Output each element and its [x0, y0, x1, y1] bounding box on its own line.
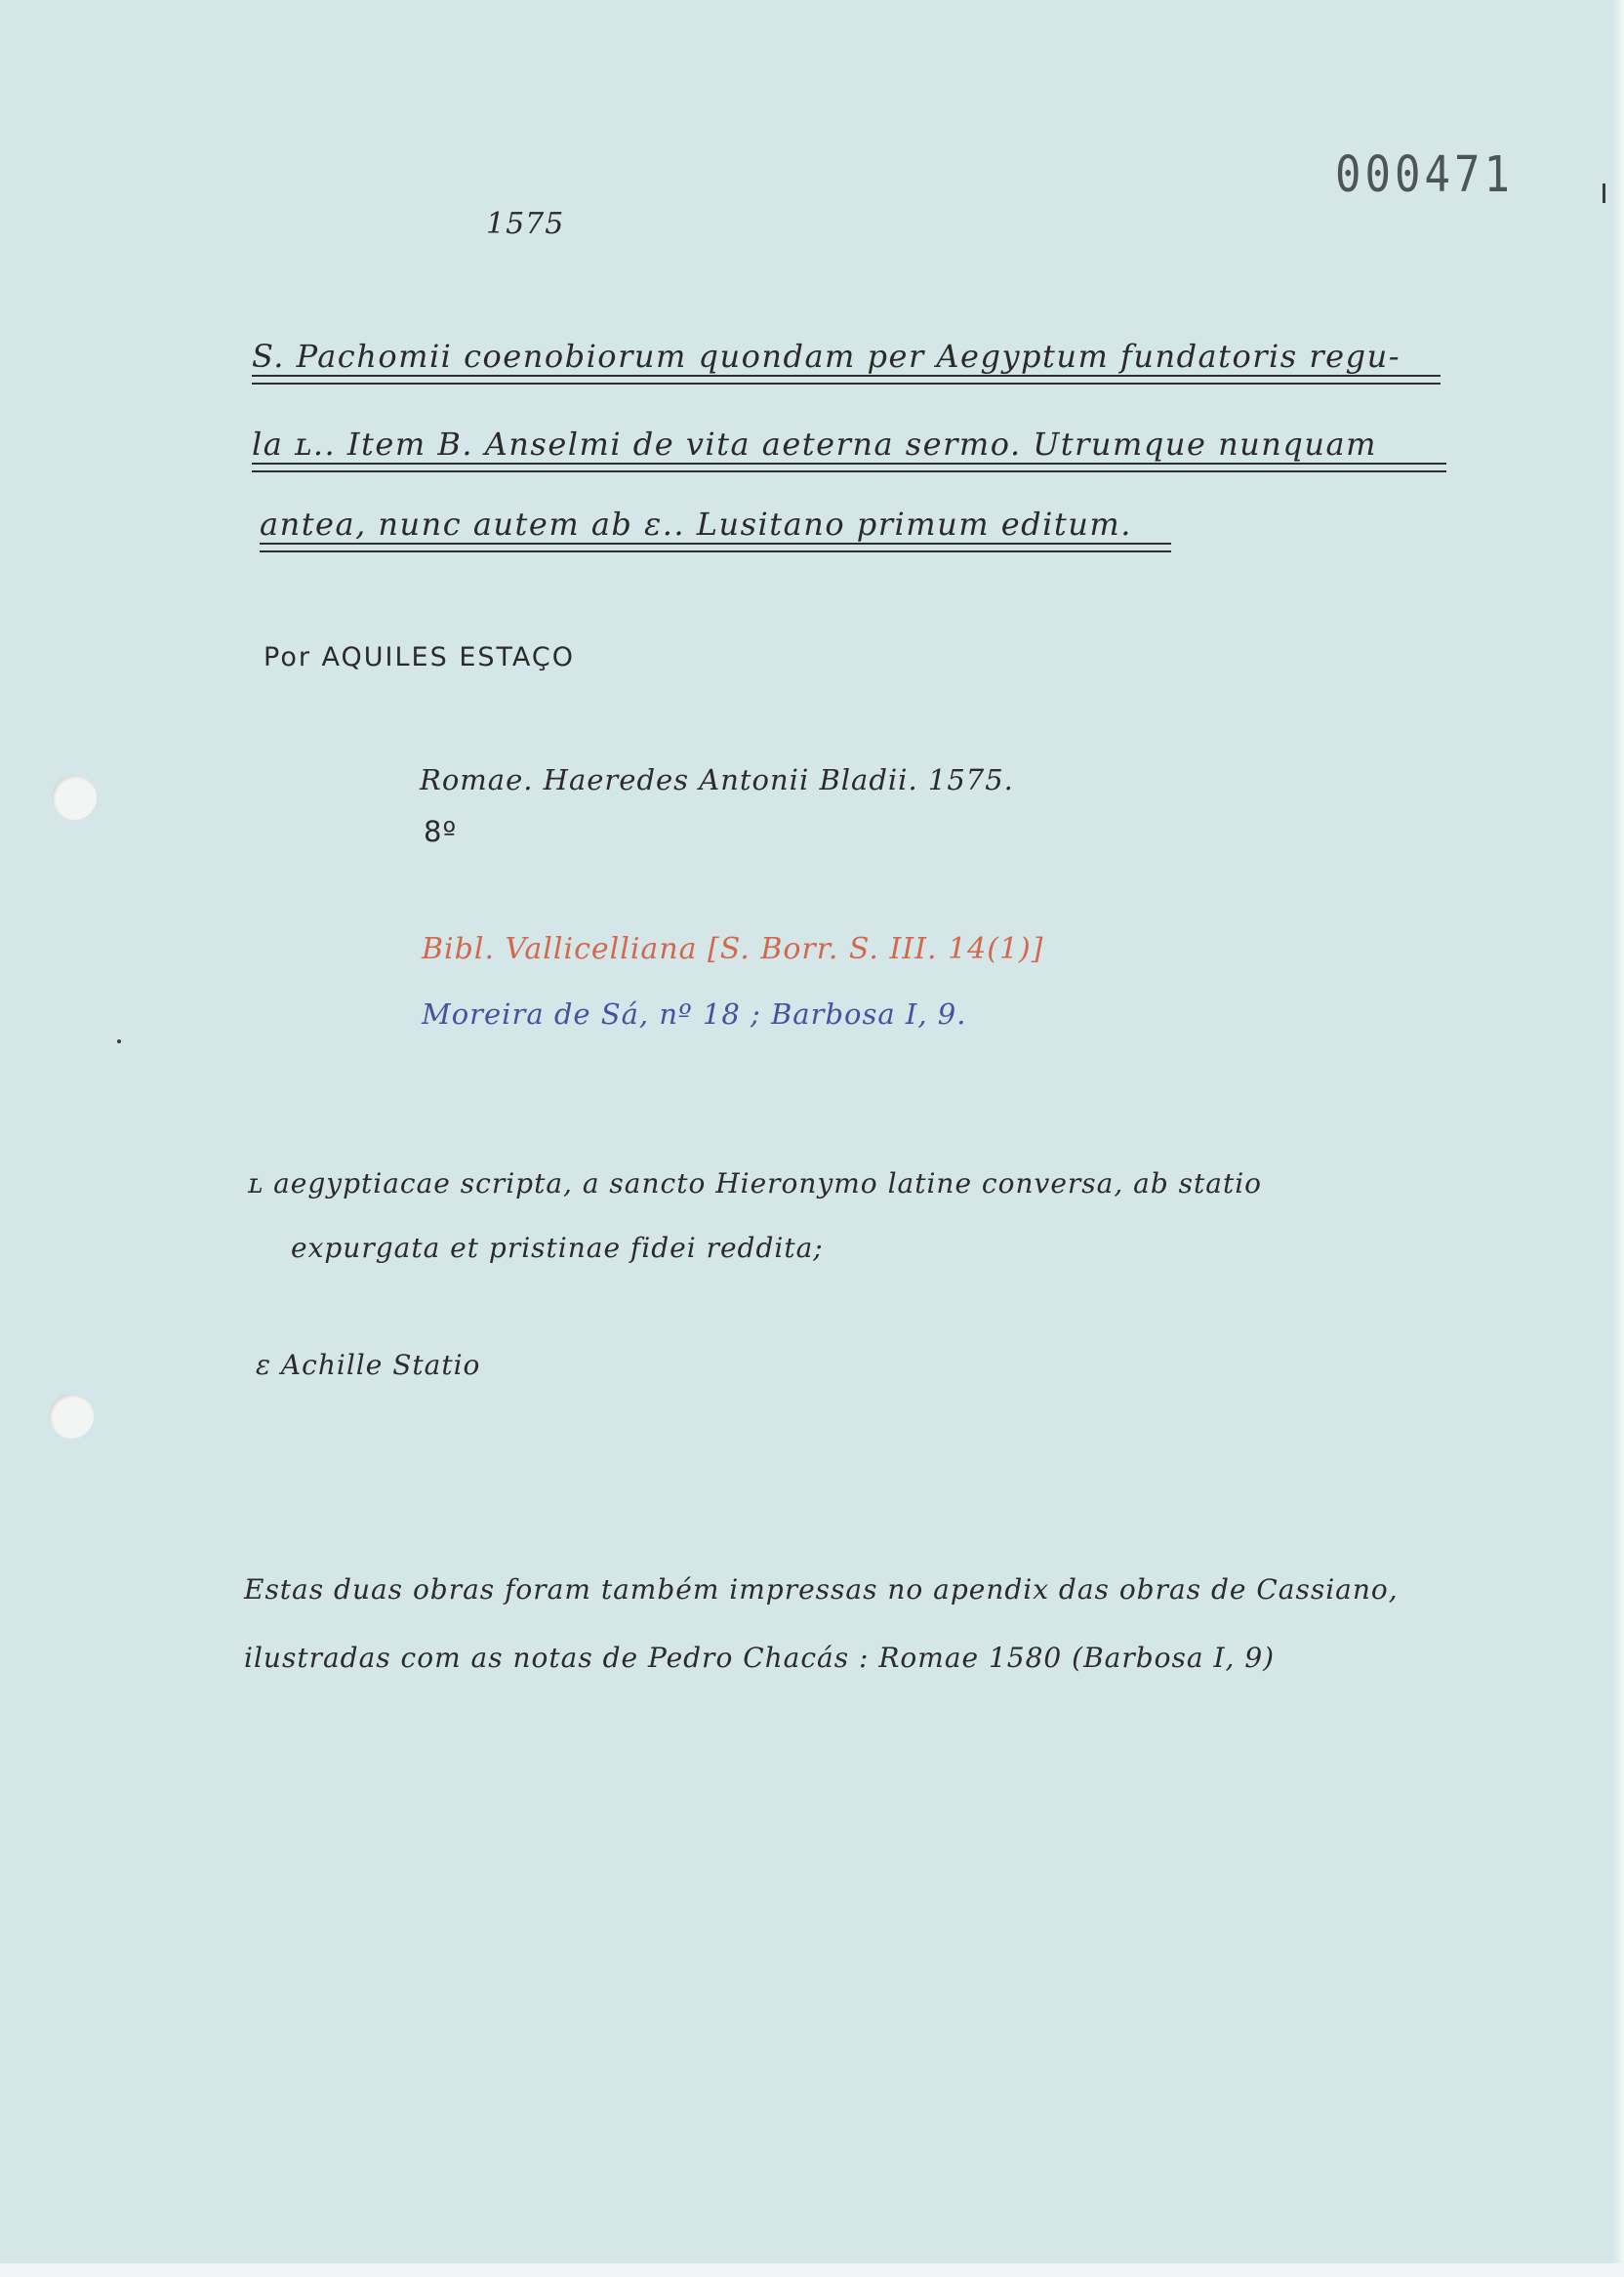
publication-year: 1575 — [486, 207, 565, 241]
punch-hole — [49, 1394, 94, 1439]
book-format: 8º — [424, 815, 458, 848]
scan-edge — [0, 2263, 1624, 2277]
title-line: S. Pachomii coenobiorum quondam per Aegyptum fundatoris regu- — [252, 338, 1441, 375]
remark-line: Estas duas obras foram também impressas no apendix das obras de Cassiano, — [244, 1573, 1399, 1606]
title-line: la ʟ.. Item B. Anselmi de vita aeterna sermo. Utrumque nunquam — [252, 426, 1446, 463]
edge-mark — [1603, 183, 1605, 203]
record-number-stamp: 000471 — [1335, 146, 1514, 204]
footnote-line: expurgata et pristinae fidei reddita; — [291, 1232, 824, 1264]
scan-edge — [1612, 0, 1624, 2277]
remark-line: ilustradas com as notas de Pedro Chacás : Romae 1580 (Barbosa I, 9) — [244, 1642, 1276, 1674]
author-line: Por AQUILES ESTAÇO — [264, 642, 576, 672]
footnote-line: ɛ Achille Statio — [256, 1349, 481, 1381]
imprint-line: Romae. Haeredes Antonii Bladii. 1575. — [420, 763, 1014, 796]
punch-hole — [52, 775, 97, 820]
library-shelfmark: Bibl. Vallicelliana [S. Borr. S. III. 14(1)] — [422, 932, 1044, 966]
bibliography-reference: Moreira de Sá, nº 18 ; Barbosa I, 9. — [422, 997, 967, 1031]
title-line: antea, nunc autem ab ɛ.. Lusitano primum editum. — [260, 506, 1171, 543]
footnote-line: ʟ aegyptiacae scripta, a sancto Hieronymo latine conversa, ab statio — [248, 1167, 1263, 1199]
ink-speck — [117, 1039, 121, 1043]
